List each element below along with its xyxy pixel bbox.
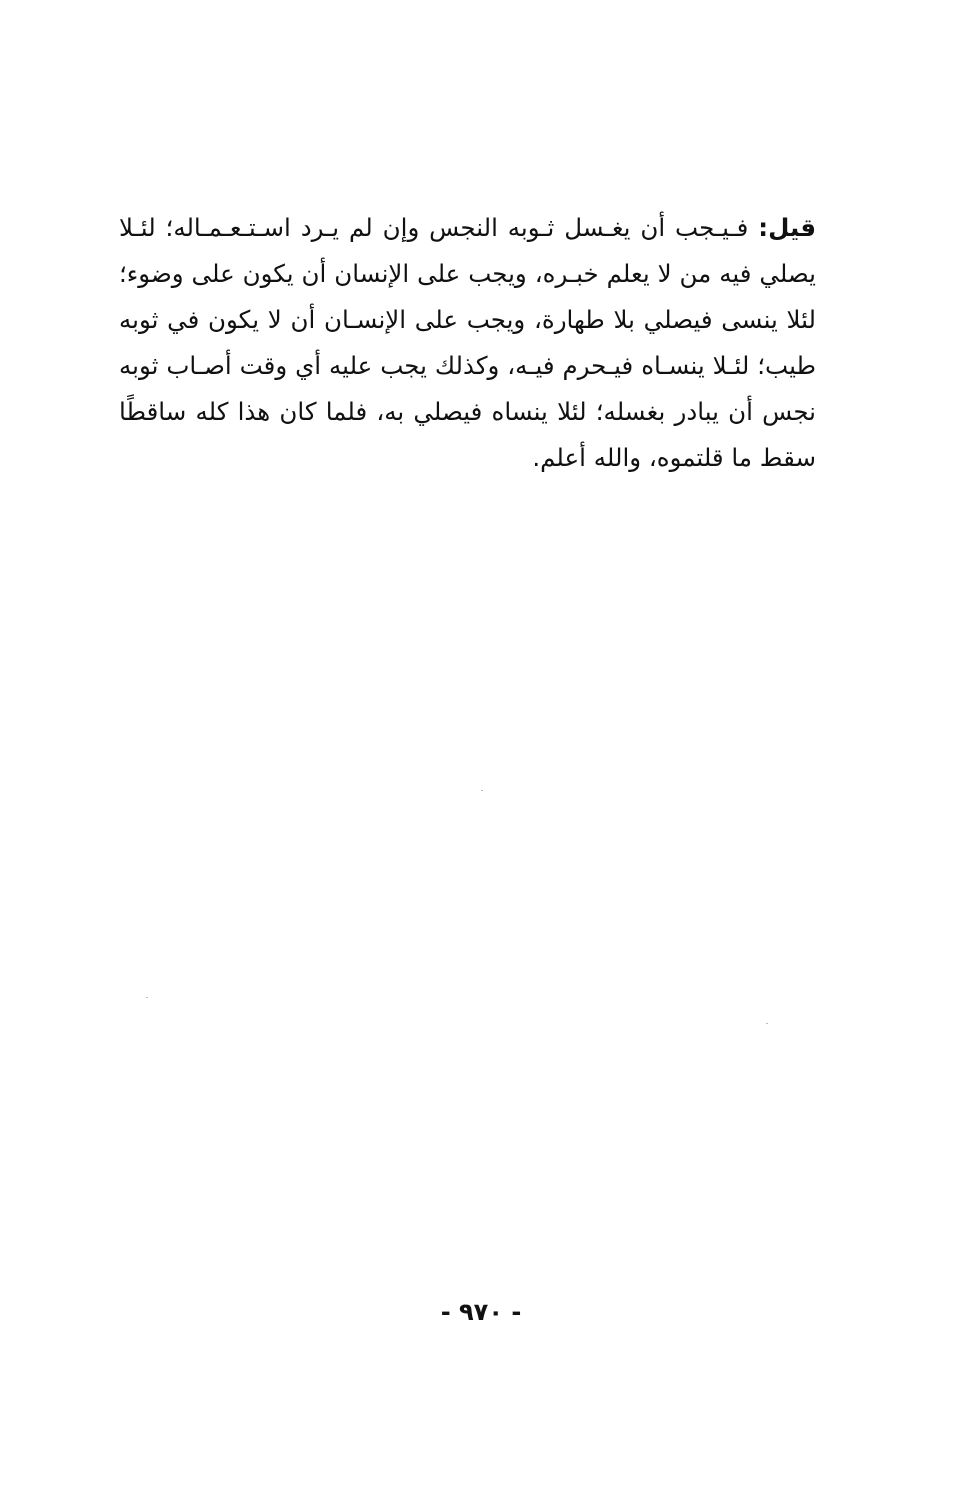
page-number: - ٩٧٠ - — [440, 1298, 522, 1326]
text-line-2: يصلي فيه من لا يعلم خبـره، ويجب على الإنسان أن يكون على وضوء؛ — [119, 259, 816, 288]
text-line-4: طيب؛ لئـلا ينسـاه فيـحرم فيـه، وكذلك يجب عليه أي وقت أصـاب ثوبه — [119, 351, 816, 380]
lead-word: قيل: — [758, 213, 816, 242]
scan-speck — [146, 997, 148, 998]
text-line-1-rest: فـيـجب أن يغـسل ثـوبه النجس وإن لم يـرد اسـتـعـمـاله؛ لئـلا — [119, 213, 759, 242]
text-line-1 — [119, 205, 816, 251]
scan-speck — [481, 790, 483, 791]
text-line-3: لئلا ينسى فيصلي بلا طهارة، ويجب على الإنسـان أن لا يكون في ثوبه — [119, 305, 816, 334]
text-line-5: نجس أن يبادر بغسله؛ لئلا ينساه فيصلي به، فلما كان هذا كله ساقطًا — [119, 397, 816, 426]
body-paragraph — [119, 205, 816, 481]
scan-speck — [766, 1023, 768, 1024]
text-line-6: سقط ما قلتموه، والله أعلم. — [532, 443, 816, 472]
